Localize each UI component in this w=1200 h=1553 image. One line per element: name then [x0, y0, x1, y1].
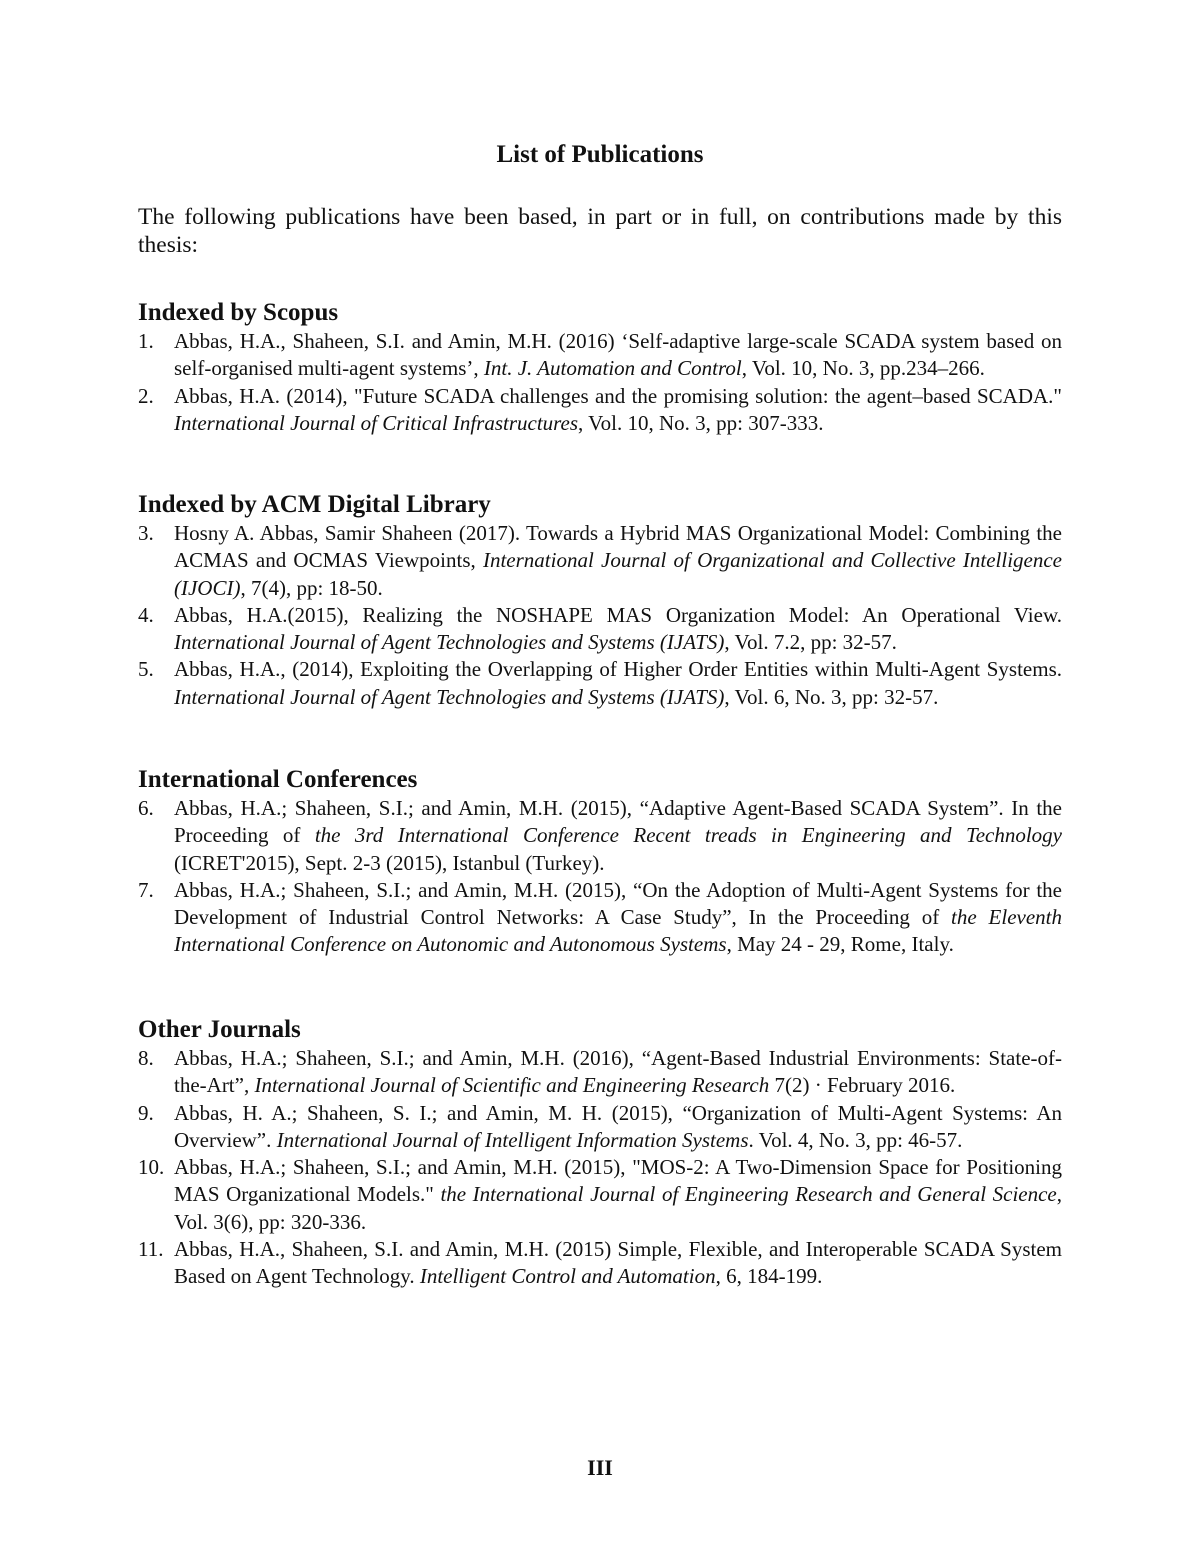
publication-item	[138, 1045, 1062, 1100]
publication-item	[138, 520, 1062, 602]
publication-citation: Abbas, H.A.; Shaheen, S.I.; and Amin, M.H. (2015), "MOS-2: A Two-Dimension Space for Positioning MAS Organizational Models." the International Journal of Engineering Research and General Science, Vol. 3(6), pp: 320-336.	[174, 1155, 1062, 1234]
page-title: List of Publications	[496, 141, 704, 168]
publication-citation: Hosny A. Abbas, Samir Shaheen (2017). Towards a Hybrid MAS Organizational Model: Combining the ACMAS and OCMAS Viewpoints, International Journal of Organizational and Collective Intelligence (IJOCI), 7(4), pp: 18-50.	[174, 521, 1062, 600]
publication-citation: Abbas, H.A., (2014), Exploiting the Overlapping of Higher Order Entities within Multi-Agent Systems. International Journal of Agent Technologies and Systems (IJATS), Vol. 6, No. 3, pp: 32-57.	[174, 657, 1062, 709]
page-number: III	[587, 1455, 613, 1480]
publication-number: 9.	[138, 1100, 154, 1125]
publication-citation: Abbas, H.A., Shaheen, S.I. and Amin, M.H. (2016) ‘Self-adaptive large-scale SCADA system based on self-organised multi-agent systems’, Int. J. Automation and Control, Vol. 10, No. 3, pp.234–266.	[174, 329, 1062, 381]
publication-number: 2.	[138, 383, 154, 408]
section-heading: Indexed by ACM Digital Library	[138, 491, 491, 518]
publication-number: 11.	[138, 1237, 164, 1262]
publication-list	[138, 520, 1062, 711]
section-heading: Indexed by Scopus	[138, 299, 339, 326]
publication-citation: Abbas, H.A.; Shaheen, S.I.; and Amin, M.H. (2016), “Agent-Based Industrial Environments: State-of-the-Art”, International Journal of Scientific and Engineering Research 7(2) · February 2016.	[174, 1046, 1062, 1098]
publication-item	[138, 602, 1062, 657]
publication-number: 6.	[138, 796, 154, 820]
publication-list	[138, 795, 1062, 959]
publication-list	[138, 328, 1062, 437]
publication-number: 10.	[138, 1155, 165, 1180]
publication-number: 8.	[138, 1046, 154, 1070]
publication-item	[138, 1100, 1062, 1155]
section-conferences	[138, 765, 1062, 959]
publication-item	[138, 656, 1062, 711]
section-acm	[138, 490, 1062, 711]
publication-item	[138, 1236, 1062, 1291]
publication-citation: Abbas, H.A. (2014), "Future SCADA challenges and the promising solution: the agent–based SCADA." International Journal of Critical Infrastructures, Vol. 10, No. 3, pp: 307-333.	[174, 383, 1062, 435]
publication-citation: Abbas, H.A.(2015), Realizing the NOSHAPE MAS Organization Model: An Operational View. International Journal of Agent Technologies and Systems (IJATS), Vol. 7.2, pp: 32-57.	[174, 602, 1062, 655]
publication-number: 4.	[138, 602, 154, 627]
section-heading: Other Journals	[138, 1016, 301, 1043]
publication-list	[138, 1045, 1062, 1291]
publication-item	[138, 1154, 1062, 1236]
publication-number: 3.	[138, 521, 154, 545]
publication-citation: Abbas, H.A., Shaheen, S.I. and Amin, M.H. (2015) Simple, Flexible, and Interoperable SCADA System Based on Agent Technology. Intelligent Control and Automation, 6, 184-199.	[174, 1237, 1062, 1289]
section-heading: International Conferences	[138, 766, 418, 793]
publication-number: 7.	[138, 877, 154, 902]
publication-item	[138, 877, 1062, 959]
publication-number: 5.	[138, 657, 154, 682]
publication-item	[138, 795, 1062, 877]
publication-item	[138, 328, 1062, 383]
publication-citation: Abbas, H.A.; Shaheen, S.I.; and Amin, M.H. (2015), “On the Adoption of Multi-Agent Systems for the Development of Industrial Control Networks: A Case Study”, In the Proceeding of the Eleventh International Conference on Autonomic and Autonomous Systems, May 24 - 29, Rome, Italy.	[174, 877, 1062, 957]
publication-item	[138, 383, 1062, 438]
publication-citation: Abbas, H.A.; Shaheen, S.I.; and Amin, M.H. (2015), “Adaptive Agent-Based SCADA System”. In the Proceeding of the 3rd International Conference Recent treads in Engineering and Technology (ICRET'2015), Sept. 2-3 (2015), Istanbul (Turkey).	[174, 796, 1062, 875]
section-other-journals	[138, 1015, 1062, 1291]
intro-paragraph: The following publications have been based, in part or in full, on contributions made by this thesis:	[138, 204, 1062, 258]
publication-number: 1.	[138, 329, 154, 353]
section-scopus	[138, 298, 1062, 437]
publication-citation: Abbas, H. A.; Shaheen, S. I.; and Amin, M. H. (2015), “Organization of Multi-Agent Systems: An Overview”. International Journal of Intelligent Information Systems. Vol. 4, No. 3, pp: 46-57.	[174, 1100, 1062, 1152]
